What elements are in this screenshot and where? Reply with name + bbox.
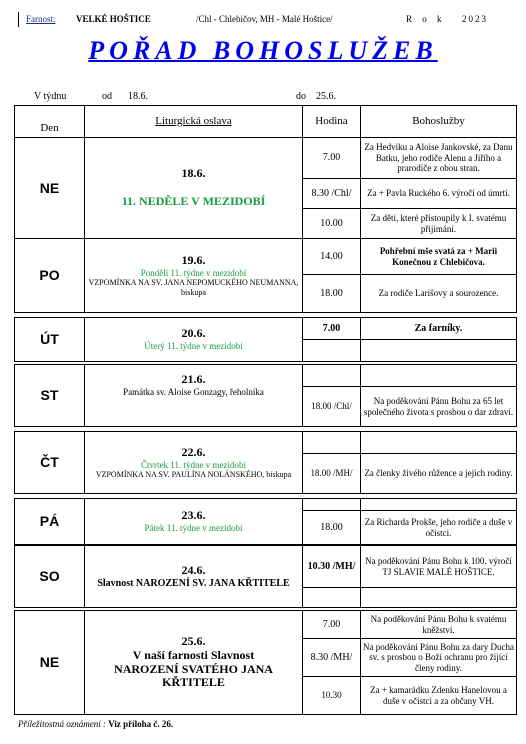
footer-text: Viz příloha č. 26. — [108, 719, 174, 729]
celebration-cell — [85, 611, 303, 715]
mass-time: 8.30 /Chl/ — [303, 179, 361, 209]
feast-label: Památka sv. Aloise Gonzagy, řeholníka — [123, 386, 264, 397]
col-celebration-header: Liturgická oslava — [85, 106, 303, 138]
celebration-cell — [85, 546, 303, 608]
mass-time: 18.00 /MH/ — [303, 454, 361, 494]
mass-time: 18.00 — [303, 275, 361, 313]
mass-time: 7.00 — [303, 318, 361, 340]
day-label: ČT — [15, 432, 85, 494]
mass-intent: Pohřební mše svatá za + Marii Konečnou z Chlebičova. — [361, 239, 517, 275]
mass-intent: Za děti, které přistoupily k I. svatému přijímání. — [361, 209, 517, 239]
col-hour-header: Hodina — [303, 106, 361, 138]
mass-time: 10.30 — [303, 677, 361, 715]
week-range — [34, 91, 434, 103]
day-label: NE — [15, 138, 85, 239]
date-label: 19.6. — [181, 253, 206, 268]
parish-name: VELKÉ HOŠTICE — [76, 14, 151, 24]
mass-intent: Za farníky. — [361, 318, 517, 340]
mass-time: 7.00 — [303, 138, 361, 179]
mass-intent: Za Richarda Prokše, jeho rodiče a duše v očistci. — [361, 511, 517, 545]
empty-time — [303, 499, 361, 511]
mass-intent: Za Hedviku a Aloise Jankovské, za Danu Batku, jeho rodiče Alenu a Jiřího a prarodiče z obou stran. — [361, 138, 517, 179]
empty-time — [303, 588, 361, 608]
week-to-label: do — [296, 91, 306, 102]
col-service-header: Bohoslužby — [361, 106, 517, 138]
day-block-sat-24 — [14, 545, 517, 608]
day-block-thu-22 — [14, 431, 517, 494]
feast-label: Úterý 11. týdne v mezidobí — [144, 341, 243, 352]
mass-intent: Za + kamarádku Zdenku Hanelovou a duše v očistci a za občany VH. — [361, 677, 517, 715]
date-label: 21.6. — [181, 372, 206, 386]
footer-label: Příležitostná oznámení : — [18, 719, 106, 729]
feast-label: Pátek 11. týdne v mezidobí — [144, 523, 243, 534]
empty-intent — [361, 340, 517, 362]
date-label: 20.6. — [181, 326, 206, 341]
footer-announcements — [18, 719, 173, 729]
date-label: 22.6. — [181, 444, 206, 459]
schedule-header — [14, 105, 517, 138]
mass-time: 7.00 — [303, 611, 361, 639]
celebration-cell — [85, 365, 303, 427]
empty-intent — [361, 588, 517, 608]
feast-label: 11. NEDĚLE V MEZIDOBÍ — [121, 194, 266, 208]
year-value: 2023 — [462, 14, 488, 24]
date-label: 24.6. — [181, 562, 206, 577]
empty-time — [303, 365, 361, 387]
week-label: V týdnu — [34, 91, 67, 102]
day-label: PO — [15, 239, 85, 313]
celebration-cell — [85, 239, 303, 313]
memorial-note: VZPOMÍNKA NA SV. JANA NEPOMUCKÉHO NEUMANNA, biskupa — [88, 278, 299, 297]
year-label: R o k — [406, 14, 446, 24]
memorial-note: VZPOMÍNKA NA SV. PAULÍNA NOLÁNSKÉHO, biskupa — [95, 469, 292, 479]
day-label: NE — [15, 611, 85, 715]
feast-label: Slavnost NAROZENÍ SV. JANA KŘTITELE — [97, 577, 290, 589]
mass-time: 18.00 /Chl/ — [303, 387, 361, 427]
day-block-sun-25 — [14, 610, 517, 715]
day-block-wed-21 — [14, 364, 517, 427]
mass-time: 18.00 — [303, 511, 361, 545]
page-title: POŘAD BOHOSLUŽEB — [88, 36, 438, 65]
empty-intent — [361, 499, 517, 511]
mass-intent: Na poděkování Pánu Bohu za dary Ducha sv. s prosbou o Boží ochranu pro žijící členy rodiny. — [361, 639, 517, 677]
empty-time — [303, 340, 361, 362]
date-label: 18.6. — [181, 166, 206, 181]
feast-label: Pondělí 11. týdne v mezidobí — [140, 268, 247, 279]
mass-time: 8.30 /MH/ — [303, 639, 361, 677]
day-label: PÁ — [15, 499, 85, 545]
mass-time: 14.00 — [303, 239, 361, 275]
header-line — [18, 14, 518, 28]
empty-time — [303, 432, 361, 454]
day-block-tue-20 — [14, 317, 517, 362]
date-label: 25.6. — [181, 633, 206, 648]
col-day-header: Den — [15, 106, 85, 138]
mass-intent: Za rodiče Lariŝovy a sourozence. — [361, 275, 517, 313]
week-from-date: 18.6. — [128, 91, 148, 102]
day-label: ÚT — [15, 318, 85, 362]
day-block-fri-23 — [14, 498, 517, 545]
mass-intent: Na poděkování Pánu Bohu k 100. výročí TJ SLAVIE MALÉ HOŠTICE. — [361, 546, 517, 588]
parish-label: Farnost: — [26, 14, 56, 24]
empty-intent — [361, 365, 517, 387]
mass-intent: Za členky živého růžence a jejich rodiny. — [361, 454, 517, 494]
day-block-mon-19 — [14, 238, 517, 313]
mass-intent: Za + Pavla Ruckého 6. výročí od úmrtí. — [361, 179, 517, 209]
mass-intent: Na poděkování Pánu Bohu k svatému kněžství. — [361, 611, 517, 639]
feast-label: Čtvrtek 11. týdne v mezidobí — [141, 459, 246, 470]
celebration-cell — [85, 318, 303, 362]
included-villages: /Chl - Chlebičov, MH - Malé Hoštice/ — [196, 14, 333, 24]
mass-intent: Na poděkování Pánu Bohu za 65 let společného života s prosbou o dar zdraví. — [361, 387, 517, 427]
header-divider — [18, 12, 19, 27]
celebration-cell — [85, 138, 303, 239]
mass-time: 10.30 /MH/ — [303, 546, 361, 588]
day-block-sun-18 — [14, 137, 517, 239]
week-to-date: 25.6. — [316, 91, 336, 102]
mass-time: 10.00 — [303, 209, 361, 239]
celebration-cell — [85, 432, 303, 494]
celebration-cell — [85, 499, 303, 545]
feast-label: V naší farnosti Slavnost NAROZENÍ SVATÉHO JANA KŘTITELE — [114, 647, 273, 690]
day-label: ST — [15, 365, 85, 427]
week-from-label: od — [102, 91, 112, 102]
date-label: 23.6. — [181, 508, 206, 523]
empty-intent — [361, 432, 517, 454]
day-label: SO — [15, 546, 85, 608]
